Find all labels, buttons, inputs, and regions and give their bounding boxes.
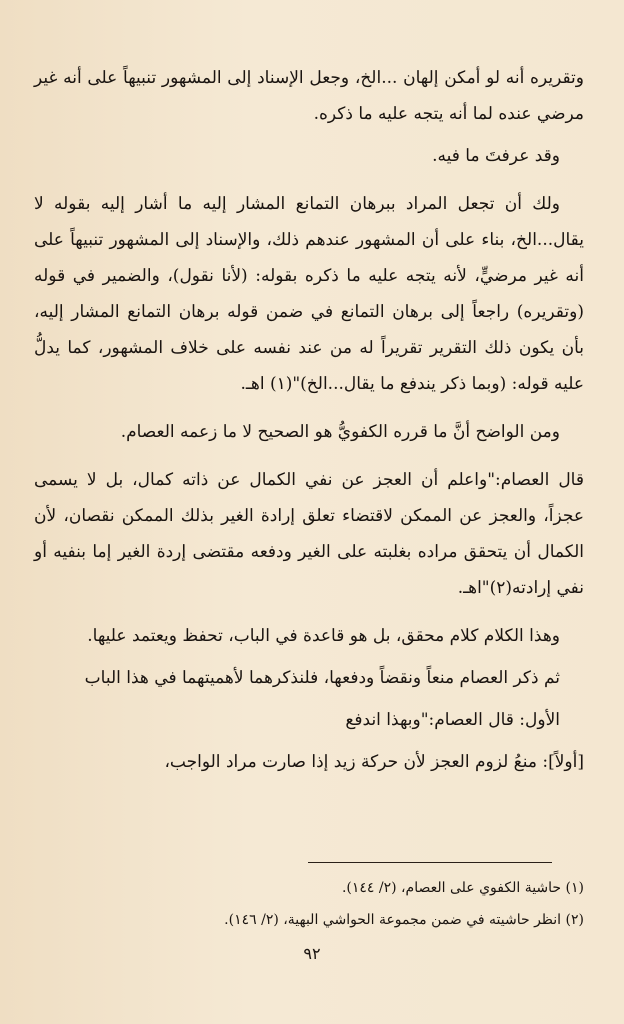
page-number: ٩٢ [303, 944, 321, 963]
paragraph: الأول: قال العصام:"وبهذا اندفع [345, 710, 560, 730]
paragraph: [أولاً]: منعُ لزوم العجز لأن حركة زيد إذا صارت مراد الواجب، [164, 752, 584, 772]
footnote-separator [308, 862, 552, 863]
footnotes [40, 872, 584, 936]
paragraph: وقد عرفتَ ما فيه. [432, 146, 560, 166]
paragraph: وتقريره أنه لو أمكن إلهان ...الخ، وجعل الإسناد إلى المشهور تنبيهاً على أنه غير مرضي عنده لما أنه يتجه عليه ما ذكره. [34, 68, 584, 124]
paragraph: ومن الواضح أنَّ ما قرره الكفويُّ هو الصحيح لا ما زعمه العصام. [120, 422, 560, 442]
paragraph: ولك أن تجعل المراد ببرهان التمانع المشار إليه ما أشار إليه بقوله لا يقال...الخ، بناء على أن المشهور عندهم ذلك، والإسناد إلى المشهور تنبيهاً على أنه غير مرضيٍّ، لأنه يتجه عليه ما ذكره بقوله: (لأنا نقول)، والضمير في قوله (وتقريره) راجعاً إلى برهان التمانع في ضمن قوله برهان التمانع المشار إليه، بأن يكون ذلك التقرير تقريراً له من عند نفسه على خلاف المشهور، كما يدلُّ عليه قوله: (وبما ذكر يندفع ما يقال...الخ)"(١) اهـ. [34, 194, 584, 394]
paragraph: قال العصام:"واعلم أن العجز عن نفي الكمال عن ذاته كمال، بل لا يسمى عجزاً، والعجز عن الممكن لاقتضاء تعلق إرادة الغير بذلك الممكن نقصان، لأن الكمال أن يتحقق مراده بغلبته على الغير ودفعه مقتضى إردة الغير إما بنفيه أو نفي إرادته(٢)"اهـ. [34, 470, 584, 598]
paragraph: وهذا الكلام كلام محقق، بل هو قاعدة في الباب، تحفظ ويعتمد عليها. [87, 626, 560, 646]
footnote: (١) حاشية الكفوي على العصام، (٢/ ١٤٤). [341, 880, 584, 896]
main-text [34, 60, 584, 792]
paragraph: ثم ذكر العصام منعاً ونقضاً ودفعها، فلنذكرهما لأهميتهما في هذا الباب [84, 668, 560, 688]
footnote: (٢) انظر حاشيته في ضمن مجموعة الحواشي البهية، (٢/ ١٤٦). [224, 912, 584, 928]
